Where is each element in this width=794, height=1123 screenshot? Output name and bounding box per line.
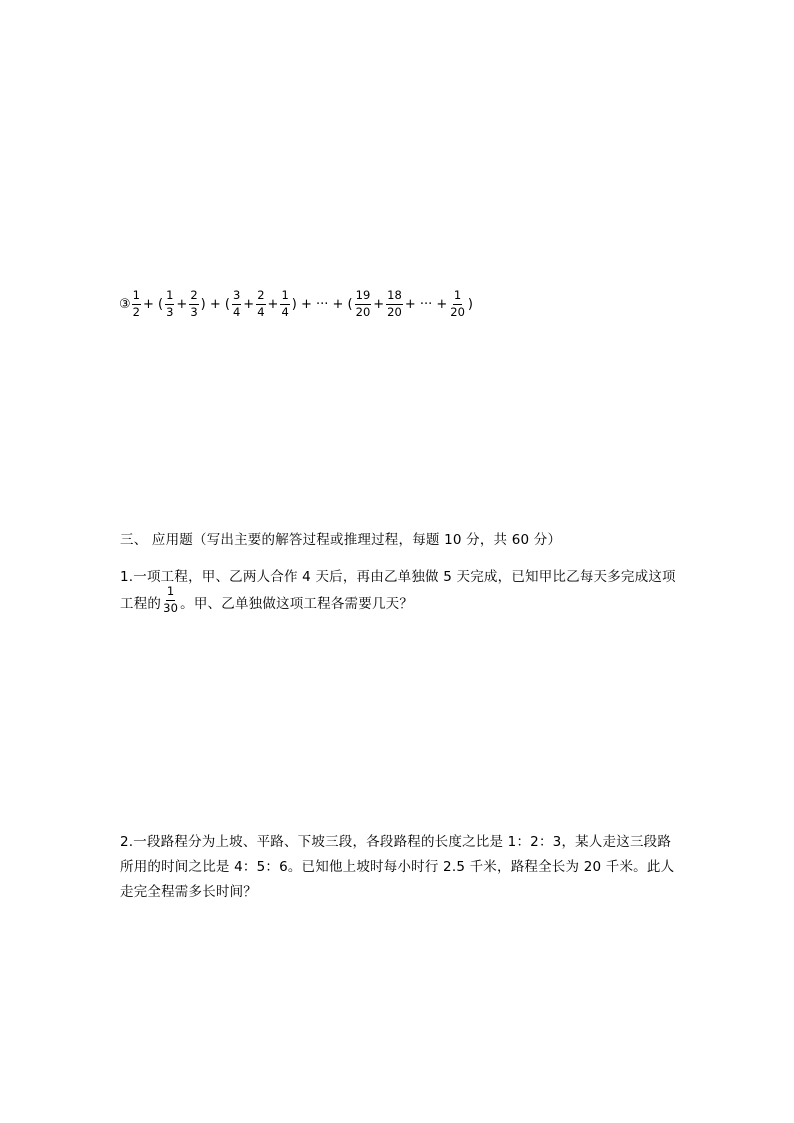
fraction-denominator: 2 bbox=[132, 304, 140, 319]
fraction-denominator: 20 bbox=[450, 304, 465, 319]
fraction-one-thirtieth bbox=[162, 586, 179, 614]
fraction bbox=[386, 290, 403, 318]
math-expression bbox=[119, 286, 474, 322]
fraction-denominator: 4 bbox=[232, 304, 241, 319]
operator: + ( bbox=[142, 296, 164, 312]
fraction-denominator: 20 bbox=[387, 304, 402, 319]
fraction-numerator: 2 bbox=[189, 290, 198, 305]
fraction-numerator: 1 bbox=[280, 290, 289, 305]
fraction-numerator: 1 bbox=[166, 586, 176, 601]
fraction bbox=[232, 290, 241, 318]
fraction-denominator: 30 bbox=[163, 600, 179, 615]
operator: + ··· + bbox=[404, 296, 448, 312]
fraction-denominator: 4 bbox=[257, 304, 265, 319]
fraction-denominator: 20 bbox=[355, 304, 371, 319]
section-heading: 三、 应用题（写出主要的解答过程或推理过程，每题 10 分，共 60 分） bbox=[120, 532, 562, 548]
fraction-numerator: 3 bbox=[232, 290, 241, 305]
fraction-numerator: 1 bbox=[453, 290, 462, 305]
fraction bbox=[165, 290, 174, 318]
fraction-denominator: 3 bbox=[190, 304, 198, 319]
question-1-line-1: 1.一项工程，甲、乙两人合作 4 天后，再由乙单独做 5 天完成，已知甲比乙每天多完成这项 bbox=[120, 569, 676, 585]
question-1-text-after: 。甲、乙单独做这项工程各需要几天？ bbox=[180, 596, 414, 612]
operator: ) + ( bbox=[200, 296, 230, 312]
fraction-numerator: 1 bbox=[165, 290, 174, 305]
fraction-numerator: 19 bbox=[355, 290, 372, 305]
expression-terms bbox=[131, 290, 474, 318]
question-1-text-before: 工程的 bbox=[120, 596, 162, 612]
fraction bbox=[132, 290, 141, 318]
fraction bbox=[189, 290, 198, 318]
question-2-line-2: 所用的时间之比是 4：5：6。已知他上坡时每小时行 2.5 千米，路程全长为 20 千米。此人 bbox=[120, 859, 675, 875]
fraction-denominator: 4 bbox=[281, 304, 289, 319]
question-1-line-2 bbox=[120, 584, 414, 616]
operator: + bbox=[373, 296, 385, 312]
fraction-numerator: 1 bbox=[132, 290, 141, 305]
operator: ) bbox=[467, 296, 473, 312]
fraction bbox=[355, 290, 372, 318]
operator: ) + ··· + ( bbox=[291, 296, 353, 312]
question-2-line-3: 走完全程需多长时间？ bbox=[120, 884, 257, 900]
fraction bbox=[280, 290, 289, 318]
fraction bbox=[449, 290, 466, 318]
fraction-numerator: 18 bbox=[386, 290, 403, 305]
operator: + bbox=[243, 296, 255, 312]
operator: + bbox=[267, 296, 279, 312]
question-2-line-1: 2.一段路程分为上坡、平路、下坡三段，各段路程的长度之比是 1：2：3，某人走这三段路 bbox=[120, 834, 672, 850]
fraction-denominator: 3 bbox=[166, 304, 174, 319]
fraction bbox=[256, 290, 265, 318]
operator: + bbox=[176, 296, 188, 312]
circled-number-3: ③ bbox=[119, 296, 131, 312]
fraction-numerator: 2 bbox=[256, 290, 265, 305]
